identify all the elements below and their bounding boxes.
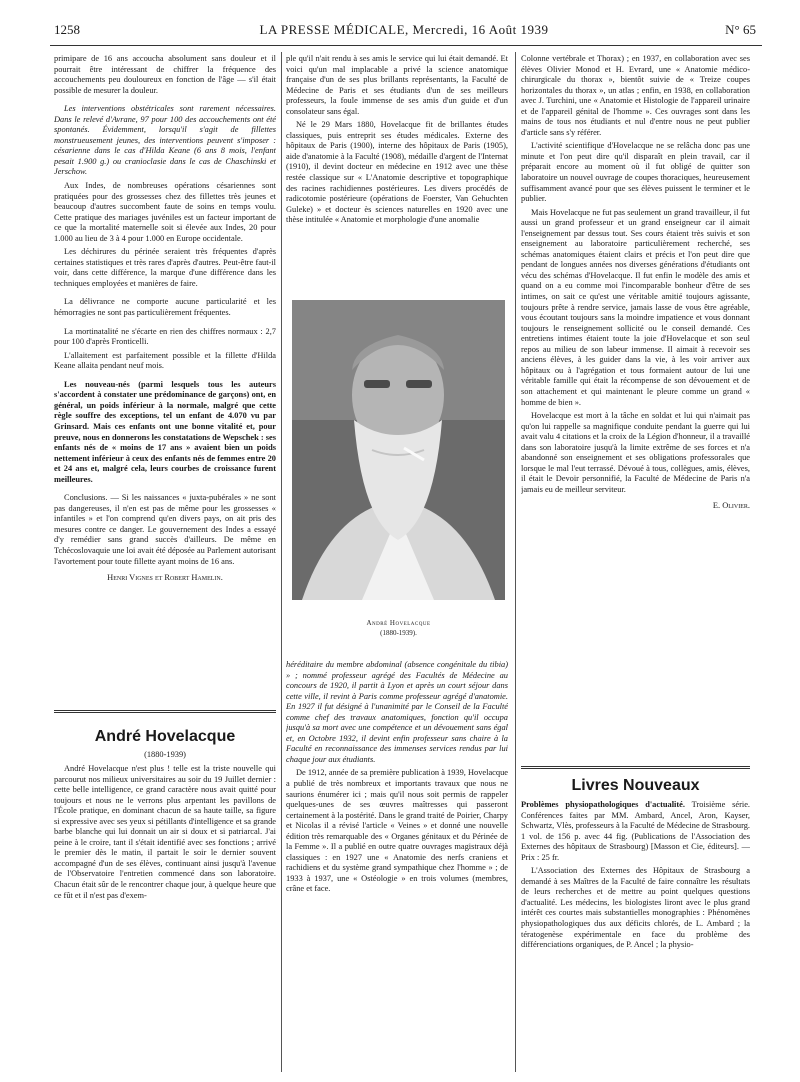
section-divider xyxy=(521,766,750,769)
paragraph: Né le 29 Mars 1880, Hovelacque fit de brillantes études classiques, puis entreprit ses études médicales. Externe des hôpitaux de Paris (1900), interne des hôpitaux de Paris (1905), aide d'anatomie à la Faculté (1908), médaille d'argent de l'Internat (1910), il devint docteur en médecine en 1912 avec une thèse restée classique sur « L'Anatomie descriptive et topographique des racines rachidiennes postérieures. Les divers procédés de radicotomie postérieure (opérations de Foerster, Van Gehuchten Guleke) » et docteur ès sciences naturelles en 1920 avec une thèse intitulée « Anatomie et morphologie d'une anomalie xyxy=(286,120,508,225)
paragraph: héréditaire du membre abdominal (absence congénitale du tibia) » ; nommé professeur agrégé des Facultés de Médecine au concours de 1920, il partit à Lyon et après un court séjour dans cette ville, il revint à Paris comme professeur agrégé d'anatomie. En 1927 il fut désigné à l'unanimité par le Conseil de la Faculté comme chef des travaux anatomiques, fonction qu'il occupa jusqu'à sa mort avec une compétence et un dévouement sans égal et, en Octobre 1932, il devint enfin professeur sans chaire à la Faculté en reconnaissance des immenses services rendus par lui chaque jour aux étudiants. xyxy=(286,660,508,764)
book-entry-details: Troisième série. Conférences faites par MM. Ambard, Ancel, Aron, Kayser, Schwartz, Vlès, professeurs à la Faculté de Médecine de Strasbourg. 1 vol. de 156 p. avec 44 fig. (Publications de l'Association des Externes des hôpitaux de Strasbourg) [Masson et Cie, éditeurs]. — Prix : 25 fr. xyxy=(521,800,750,862)
paragraph: L'activité scientifique d'Hovelacque ne se relâcha donc pas une minute et l'on peut dire qu'il disparaît en plein travail, car il préparait encore au moment où il fut obligé de quitter son laboratoire un nouvel ouvrage de coupes thoraciques, heureusement suffisamment avancé pour que ses élèves puissent le terminer et le publier. xyxy=(521,141,750,204)
paragraph: Mais Hovelacque ne fut pas seulement un grand travailleur, il fut aussi un grand professeur et un grand enseigneur car il aimait l'enseignement par dessus tout. Ses cours étaient très suivis et son enseignement au laboratoire particulièrement recherché, ses schémas anatomiques étaient clairs et précis et l'on peut dire que pendant de longues années nos diverses générations d'étudiants ont vécu des schémas d'Hovelacque. Il fut enfin le modèle des amis et quand on a eu comme moi l'incomparable bonheur d'être de ses intimes, on sait ce qu'est une véritable amitié toujours agissante, toujours prête à rendre service, jamais lasse de vous être agréable, vous écoutant toujours sans la moindre impatience et vous donnant toujours le renseignement sollicité ou le conseil demandé. Ces entretiens intimes étaient toute la joie d'Hovelacque et son seul repos au milieu de son labeur immense. Il aimait à recevoir ses anciens élèves, à les guider dans la vie, à les voir arriver aux hôpitaux ou à l'agrégation et tous formaient autour de lui une véritable famille qui était la récompense de son dévouement et de son attachement et qui maintenant le pleure comme un grand « homme de bien ». xyxy=(521,207,750,407)
obituary-signature: E. Olivier. xyxy=(712,501,750,511)
header-rule xyxy=(50,45,762,46)
page-header xyxy=(50,22,758,42)
issue-number: N° 65 xyxy=(725,22,756,37)
paragraph: Hovelacque est mort à la tâche en soldat et lui qui n'aimait pas qu'on lui rappelle sa magnifique conduite pendant la guerre qui lui avait valu 4 citations et la croix de la Légion d'honneur, il a travaillé dans son laboratoire jusqu'à la limite extrême de ses forces et n'a abandonné son enseignement et ses obligations professorales que lorsque le mal l'eut terrassé. Dévoué à tous, collègues, amis, élèves, il était le Devoir personnifié, la Faculté de Médecine de Paris n'a jamais eu de meilleur serviteur. xyxy=(521,411,750,494)
books-section-title: Livres Nouveaux xyxy=(571,777,700,794)
photo-caption xyxy=(292,618,505,638)
book-entry-title: Problèmes physiopathologiques d'actualité. xyxy=(521,800,685,809)
column-divider-1 xyxy=(281,52,282,1072)
paragraph: primipare de 16 ans accoucha absolument sans douleur et il pourrait être intéressant de chiffrer la fréquence des accouchements peu douloureux en fonction de l'âge — s'il était possible de mesurer la douleur. xyxy=(54,54,276,95)
obituary-title: André Hovelacque xyxy=(94,728,236,745)
obituary-years: (1880-1939) xyxy=(144,750,186,759)
paragraph: La délivrance ne comporte aucune particularité et les hémorragies ne sont pas particulièrement fréquentes. xyxy=(54,297,276,318)
paragraph: André Hovelacque n'est plus ! telle est la triste nouvelle qui parcourut nos milieux universitaires au soir du 19 Juillet dernier : cette belle intelligence, ce grand caractère nous avait quitté pour toujours et nous ne le verrons plus arpentant les pavillons de l'École pratique, en dominant chacun de sa haute taille, sa figure si expressive avec ses yeux si pétillants d'intelligence et sa grande barbe blanche qui lui donnait un air si doux et si patriarcal. J'ai peine à le croire, tant il s'était identifié avec ses fonctions ; arrivé le premier dès le matin, il partait le soir le dernier souvent accompagné d'un de ses élèves, continuant ainsi jusqu'à l'avenue de l'Observatoire l'entretien commencé dans son laboratoire. Chacun était sûr de le rencontrer chaque jour, à quelque heure que ce fût et il n'est pas d'exem- xyxy=(54,764,276,900)
obituary-column-2-continued xyxy=(286,660,508,1060)
caption-years: (1880-1939). xyxy=(380,629,417,637)
obituary-column-2 xyxy=(286,54,508,298)
paragraph: ple qu'il n'ait rendu à ses amis le service qui lui était demandé. Et voici qu'un mal implacable a privé la science anatomique française d'un de ses plus brillants représentants, la Faculté de Médecine de Paris et ses étudiants d'un de ses meilleurs professeurs, la foule immense de ses amis d'un guide et d'un consolateur sans égal. xyxy=(286,54,508,116)
column-divider-2 xyxy=(515,52,516,1072)
paragraph: Les interventions obstétricales sont rarement nécessaires. Dans le relevé d'Avrane, 97 pour 100 des accouchements ont été spontanés. Évidemment, lorsqu'il s'agit de fillettes monstrueusement jeunes, des interventions peuvent s'imposer : césarienne dans le cas d'Hilda Keane (6 ans 8 mois, l'enfant pesait 1.900 g.) ou cranioclasie dans le cas de Chaschinski et Jerschow. xyxy=(54,104,276,177)
page-number: 1258 xyxy=(54,22,80,37)
section-divider xyxy=(54,710,276,713)
paragraph: Les nouveau-nés (parmi lesquels tous les auteurs s'accordent à constater une prédominance de garçons) ont, en général, un poids inférieur à la normale, malgré que cette règle souffre des exceptions, tel un enfant de 4.070 vu par Grinsard. Mais ces enfants ont une bonne vitalité et, pour preuve, nous en donnerons les constatations de Wepschek : ses enfants nés de « moins de 17 ans » avaient bien un poids nettement inférieur à ceux des enfants nés de femmes entre 20 et 24 ans et, malgré cela, leurs courbes de croissance furent meilleures. xyxy=(54,379,276,484)
paragraph: Aux Indes, de nombreuses opérations césariennes sont pratiquées pour des grossesses chez des fillettes très jeunes et beaucoup d'autres succombent faute de soins en temps voulu. Cette pratique des mariages juvéniles est un facteur important de ce que la mortalité maternelle soit si élevée aux Indes, 20 pour 1.000 au lieu de 3 à 4 pour 1.000 en Europe occidentale. xyxy=(54,181,276,243)
paragraph: L'allaitement est parfaitement possible et la fillette d'Hilda Keane allaita pendant neuf mois. xyxy=(54,350,276,371)
obituary-column-1 xyxy=(54,764,276,1064)
portrait-illustration xyxy=(292,300,505,600)
article-signature: Henri Vignes et Robert Hamelin. xyxy=(107,573,223,583)
books-column xyxy=(521,800,750,1070)
paragraph: La mortinatalité ne s'écarte en rien des chiffres normaux : 2,7 pour 100 d'après Fronticelli. xyxy=(54,326,276,347)
book-review: L'Association des Externes des Hôpitaux de Strasbourg a demandé à ses Maîtres de la Faculté de faire connaître les résultats de leurs recherches et de mettre au point quelques questions d'actualité. Les médecins, les biologistes liront avec le plus grand intérêt ces courtes mais substantielles monographies : Phénomènes physiopathologiques dus aux déficits chlorés, de L. Ambard ; la tératogenèse expérimentale en face du problème des différenciations organiques, de P. Ancel ; la physio- xyxy=(521,866,750,950)
obituary-column-3 xyxy=(521,54,750,759)
paragraph: De 1912, année de sa première publication à 1939, Hovelacque a publié de très nombreux et importants travaux que nous ne saurions énumérer ici ; mais qu'il nous soit permis de rappeler quelques-unes de ses œuvres maîtresses qui passeront certainement à la postérité. Dans le grand traité de Poirier, Charpy et Nicolas il a révisé l'article « Veines » et donné une nouvelle édition très remarquable des « Organes génitaux et du Périnée de la Femme ». Il a publié en outre quatre ouvrages magistraux déjà classiques : en 1927 une « Anatomie des nerfs craniens et rachidiens et du système grand sympathique chez l'homme » ; de 1933 à 1937, une « Ostéologie » en trois volumes (membres, crâne et face. xyxy=(286,768,508,894)
paragraph: Les déchirures du périnée seraient très fréquentes d'après certaines statistiques et très rares d'après d'autres. Peut-être faut-il voir, dans cette différence, la marque d'une différence dans les techniques employées et manières de faire. xyxy=(54,247,276,288)
portrait-photo xyxy=(292,300,505,600)
article-column-1 xyxy=(54,54,276,704)
paragraph: Colonne vertébrale et Thorax) ; en 1937, en collaboration avec ses élèves Olivier Monod et H. Evrard, une « Anatomie médico-chirurgicale du thorax », bientôt suivie de « Treize coupes horizontales du thorax », un atlas ; enfin, en 1938, en collaboration avec J. Turchini, une « Anatomie et Histologie de l'appareil urinaire et de l'appareil génital de l'homme ». Ces ouvrages sont dans les mains de tous nos étudiants et nul d'entre nous ne peut publier d'article sans s'y référer. xyxy=(521,54,750,137)
paragraph: Conclusions. — Si les naissances « juxta-pubérales » ne sont pas dangereuses, il n'en est pas de même pour les grossesses « infantiles » et l'on comprend qu'en divers pays, on ait pris des mesures contre ce danger. Le gouvernement des Indes a essayé d'y remédier sans grand succès d'ailleurs. De même en Tchécoslovaquie une loi avait été déposée au Parlement autorisant l'avortement pour toute fillette ayant moins de 16 ans. xyxy=(54,493,276,566)
caption-name: André Hovelacque xyxy=(366,619,431,627)
journal-title: LA PRESSE MÉDICALE, Mercredi, 16 Août 1939 xyxy=(259,22,549,37)
